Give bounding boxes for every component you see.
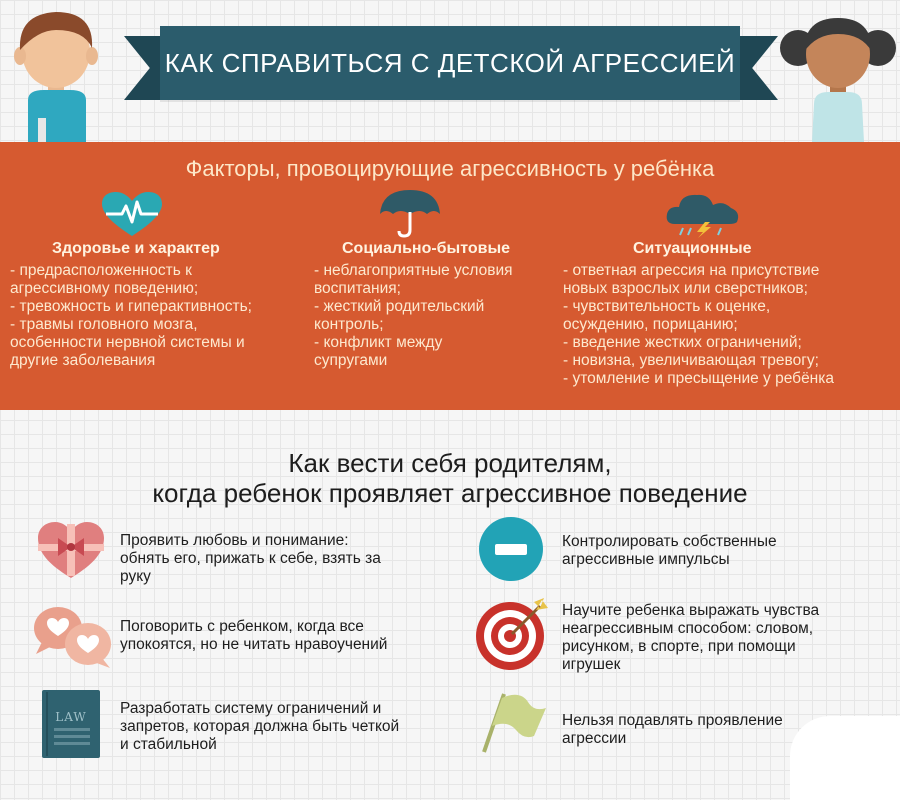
factor-line: - тревожность и гиперактивность; [10,298,252,315]
tip-text [562,533,777,569]
heart-pulse-icon [100,192,164,238]
parents-title [0,448,900,508]
factor-heading: Социально-бытовые [342,240,511,257]
factor-line: - конфликт между [314,334,443,351]
factor-line: - травмы головного мозга, [10,316,198,333]
storm-cloud-icon [665,192,741,238]
tip-text [120,532,381,586]
factor-line: - утомление и пресыщение у ребёнка [563,370,834,387]
tip-line: Поговорить с ребенком, когда все [120,618,364,635]
girl-illustration [776,6,900,142]
factor-heading: Здоровье и характер [52,240,220,257]
tip-line: Научите ребенка выражать чувства [562,602,820,619]
boy-illustration [14,8,104,142]
target-icon [474,596,550,672]
tip-line: обнять его, прижать к себе, взять за [120,550,381,567]
flag-icon [478,690,548,754]
factor-line: воспитания; [314,280,401,297]
factor-line: - введение жестких ограничений; [563,334,802,351]
factor-line: супругами [314,352,388,369]
tip-line: агрессии [562,730,627,747]
tip-line: агрессивные импульсы [562,551,730,568]
tip-line: рисунком, в спорте, при помощи [562,638,796,655]
tip-text [120,700,399,754]
factor-line: контроль; [314,316,384,333]
factor-line: новых взрослых или сверстников; [563,280,808,297]
factors-title: Факторы, провоцирующие агрессивность у ребёнка [185,156,715,181]
factor-list [314,262,513,370]
tip-line: неагрессивным способом: словом, [562,620,814,637]
tip-line: Разработать систему ограничений и [120,700,382,717]
tip-text [120,618,387,654]
tip-line: игрушек [562,656,621,673]
umbrella-icon [378,188,442,238]
factor-line: - ответная агрессия на присутствие [563,262,820,279]
factor-line: - чувствительность к оценке, [563,298,771,315]
book-shape [42,690,100,758]
tip-line: руку [120,568,151,585]
tip-line: упокоятся, но не читать нравоучений [120,636,388,653]
factor-line: - предрасположенность к [10,262,192,279]
factor-line: - неблагоприятные условия [314,262,513,279]
tip-line: и стабильной [120,736,217,753]
tip-line: Контролировать собственные [562,533,777,550]
tip-line: запретов, которая должна быть четкой [120,718,400,735]
factor-line: особенности нервной системы и [10,334,245,351]
speech-hearts-icon [32,604,112,670]
tip-line: Нельзя подавлять проявление [562,712,783,729]
tip-line: Проявить любовь и понимание: [120,532,349,549]
parents-title-line: когда ребенок проявляет агрессивное поведение [152,478,748,508]
minus-circle-icon [478,516,544,582]
factors-panel [0,142,900,410]
factor-line: агрессивному поведению; [10,280,199,297]
corner-patch [790,716,900,800]
page-title: КАК СПРАВИТЬСЯ С ДЕТСКОЙ АГРЕССИЕЙ [164,47,736,78]
law-book-icon [42,690,100,758]
parents-title-line: Как вести себя родителям, [288,448,612,478]
factor-list [563,262,834,388]
tip-text [562,712,783,748]
factor-heading: Ситуационные [633,240,752,257]
factor-line: осуждению, порицанию; [563,316,738,333]
factor-line: - новизна, увеличивающая тревогу; [563,352,819,369]
title-ribbon [160,26,740,100]
tip-text [562,602,819,674]
book-label: LAW [55,710,87,724]
factor-list [10,262,252,370]
factor-line: другие заболевания [10,352,156,369]
factor-line: - жесткий родительский [314,298,485,315]
gift-heart-icon [36,520,106,580]
